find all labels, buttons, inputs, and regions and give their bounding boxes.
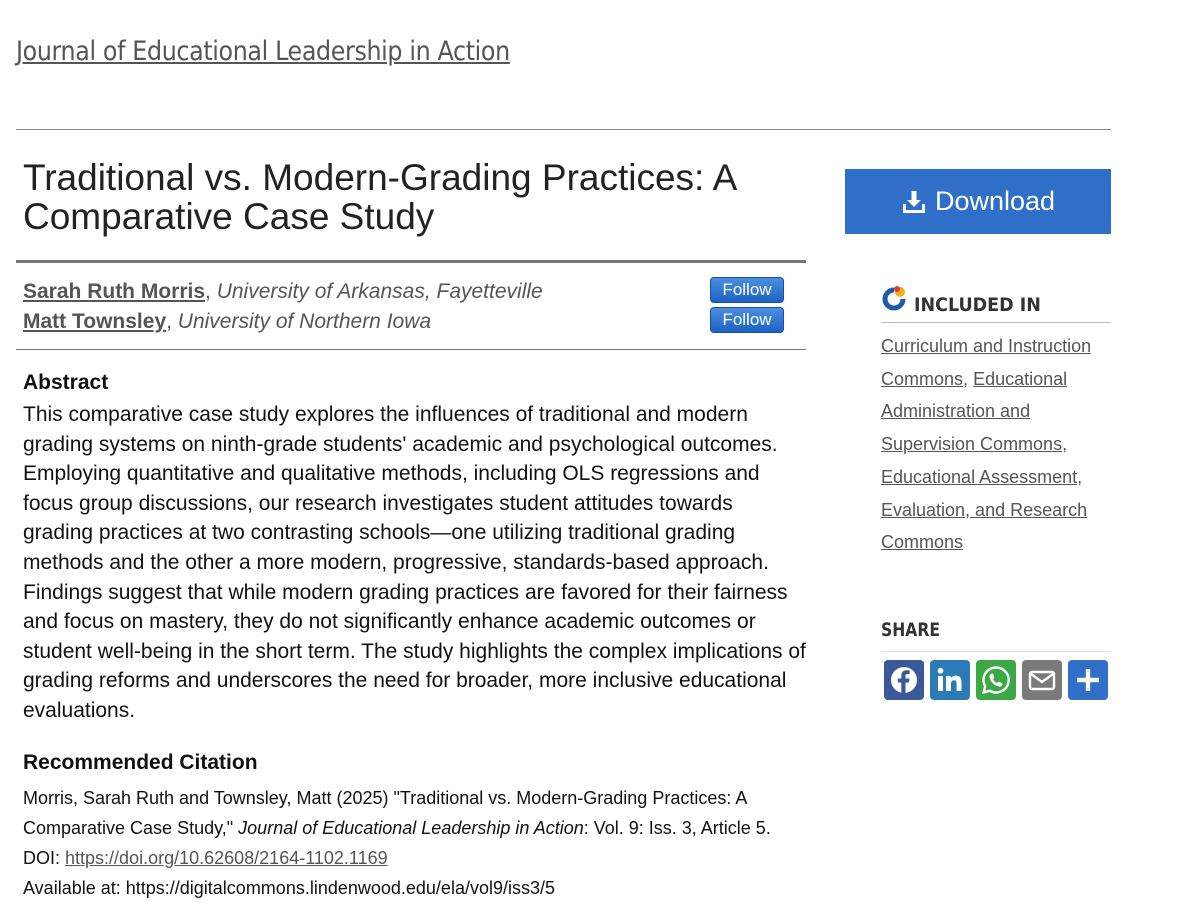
follow-author-button[interactable]: Follow <box>710 307 784 333</box>
abstract-text: This comparative case study explores the influences of traditional and modern grading systems on ninth-grade students' academic and psychological outcomes. Employing quantitative and qualitative methods, including OLS regressions and focus group discussions, our research investigates student attitudes towards grading practices at two contrasting schools—one utilizing traditional grading methods and the other a more modern, progressive, standards-based approach. Findings suggest that while modern grading practices are favored for their fairness and focus on mastery, they do not significantly enhance academic outcomes or student well-being in the short term. The study highlights the complex implications of grading reforms and underscores the need for broader, more inclusive educational evaluations. <box>23 403 806 722</box>
authors-divider <box>16 349 806 350</box>
author-affiliation: University of Arkansas, Fayetteville <box>216 280 543 303</box>
facebook-icon <box>888 664 920 696</box>
author-name-link[interactable]: Matt Townsley <box>23 310 167 333</box>
included-in-title: INCLUDED IN <box>914 294 1041 316</box>
journal-title-link[interactable]: Journal of Educational Leadership in Action <box>16 36 510 67</box>
available-url: https://digitalcommons.lindenwood.edu/ela/vol9/iss3/5 <box>125 878 555 898</box>
available-label: Available at: <box>23 878 121 898</box>
share-title: SHARE <box>881 619 940 641</box>
more-share-button[interactable] <box>1068 660 1108 700</box>
download-button[interactable] <box>845 169 1111 234</box>
citation-volume: : Vol. 9: Iss. 3, Article 5. <box>583 818 771 838</box>
abstract-heading: Abstract <box>23 371 109 394</box>
author-name-link[interactable]: Sarah Ruth Morris <box>23 280 206 303</box>
commons-logo-icon <box>881 285 907 311</box>
author-row: Matt Townsley, University of Northern Iowa Follow <box>23 309 803 339</box>
linkedin-icon <box>934 664 966 696</box>
header-divider <box>16 129 1111 130</box>
included-in-list: Curriculum and Instruction Commons, Educational Administration and Supervision Commons, Educational Assessment, Evaluation, and Research Commons <box>881 336 1092 553</box>
email-share-button[interactable] <box>1022 660 1062 700</box>
citation-block <box>23 783 813 903</box>
citation-journal: Journal of Educational Leadership in Action <box>238 818 584 838</box>
linkedin-share-button[interactable] <box>930 660 970 700</box>
author-list <box>23 279 803 339</box>
share-buttons <box>884 660 1108 700</box>
included-in-header <box>881 284 1111 323</box>
author-row: Sarah Ruth Morris, University of Arkansas, Fayetteville Follow <box>23 279 803 309</box>
facebook-share-button[interactable] <box>884 660 924 700</box>
article-title: Traditional vs. Modern-Grading Practices: A Comparative Case Study <box>23 157 736 237</box>
whatsapp-icon <box>980 664 1012 696</box>
commons-link[interactable]: Educational Administration and Supervision Commons <box>881 368 1068 455</box>
download-icon <box>901 189 927 215</box>
download-label: Download <box>934 186 1056 216</box>
doi-link[interactable]: https://doi.org/10.62608/2164-1102.1169 <box>65 848 388 868</box>
share-divider <box>881 651 1111 652</box>
citation-text: Morris, Sarah Ruth and Townsley, Matt (2025) "Traditional vs. Modern-Grading Practices: A Comparative Case Study," <box>23 788 747 838</box>
follow-author-button[interactable]: Follow <box>710 277 784 303</box>
commons-link[interactable]: Educational Assessment, Evaluation, and Research Commons <box>881 466 1088 553</box>
title-divider <box>16 260 806 263</box>
whatsapp-share-button[interactable] <box>976 660 1016 700</box>
email-icon <box>1026 664 1058 696</box>
citation-heading: Recommended Citation <box>23 751 258 774</box>
doi-label: DOI: <box>23 848 61 868</box>
share-icon <box>1072 664 1104 696</box>
commons-link[interactable]: Curriculum and Instruction Commons <box>881 336 1092 389</box>
author-affiliation: University of Northern Iowa <box>177 310 432 333</box>
